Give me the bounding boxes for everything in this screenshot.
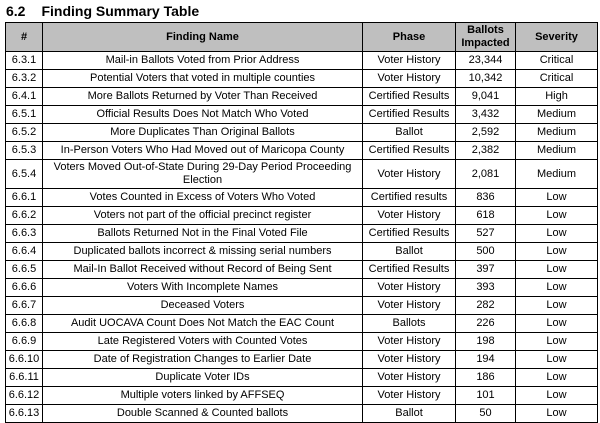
table-row bbox=[6, 70, 598, 88]
row-id-cell: 6.6.10 bbox=[6, 351, 43, 369]
severity-cell: Low bbox=[516, 243, 598, 261]
severity-cell: Low bbox=[516, 387, 598, 405]
severity-cell: Low bbox=[516, 225, 598, 243]
ballots-impacted-cell: 500 bbox=[456, 243, 516, 261]
table-row bbox=[6, 124, 598, 142]
table-row bbox=[6, 142, 598, 160]
table-row bbox=[6, 297, 598, 315]
table-row bbox=[6, 189, 598, 207]
phase-cell: Ballots bbox=[363, 315, 456, 333]
phase-cell: Ballot bbox=[363, 124, 456, 142]
phase-cell: Voter History bbox=[363, 52, 456, 70]
severity-cell: Medium bbox=[516, 160, 598, 189]
severity-cell: Low bbox=[516, 315, 598, 333]
phase-cell: Voter History bbox=[363, 333, 456, 351]
phase-cell: Certified Results bbox=[363, 261, 456, 279]
table-row bbox=[6, 387, 598, 405]
table-row bbox=[6, 261, 598, 279]
table-row bbox=[6, 333, 598, 351]
finding-name-cell: Date of Registration Changes to Earlier Date bbox=[43, 351, 363, 369]
ballots-impacted-cell: 10,342 bbox=[456, 70, 516, 88]
severity-cell: Low bbox=[516, 261, 598, 279]
ballots-impacted-cell: 836 bbox=[456, 189, 516, 207]
row-id-cell: 6.6.6 bbox=[6, 279, 43, 297]
phase-cell: Voter History bbox=[363, 351, 456, 369]
severity-cell: Low bbox=[516, 297, 598, 315]
ballots-impacted-cell: 2,081 bbox=[456, 160, 516, 189]
phase-cell: Certified Results bbox=[363, 106, 456, 124]
phase-cell: Voter History bbox=[363, 279, 456, 297]
col-header-number: # bbox=[6, 23, 43, 52]
col-header-phase: Phase bbox=[363, 23, 456, 52]
row-id-cell: 6.5.1 bbox=[6, 106, 43, 124]
table-row bbox=[6, 315, 598, 333]
severity-cell: Low bbox=[516, 333, 598, 351]
ballots-impacted-cell: 3,432 bbox=[456, 106, 516, 124]
col-header-finding-name: Finding Name bbox=[43, 23, 363, 52]
section-heading bbox=[6, 2, 597, 20]
severity-cell: Critical bbox=[516, 70, 598, 88]
finding-name-cell: Multiple voters linked by AFFSEQ bbox=[43, 387, 363, 405]
finding-name-cell: More Ballots Returned by Voter Than Received bbox=[43, 88, 363, 106]
row-id-cell: 6.6.12 bbox=[6, 387, 43, 405]
phase-cell: Certified Results bbox=[363, 88, 456, 106]
row-id-cell: 6.4.1 bbox=[6, 88, 43, 106]
row-id-cell: 6.6.1 bbox=[6, 189, 43, 207]
table-row bbox=[6, 207, 598, 225]
severity-cell: Low bbox=[516, 405, 598, 423]
finding-name-cell: In-Person Voters Who Had Moved out of Maricopa County bbox=[43, 142, 363, 160]
table-row bbox=[6, 88, 598, 106]
phase-cell: Voter History bbox=[363, 387, 456, 405]
severity-cell: Low bbox=[516, 351, 598, 369]
finding-name-cell: Official Results Does Not Match Who Voted bbox=[43, 106, 363, 124]
row-id-cell: 6.6.11 bbox=[6, 369, 43, 387]
severity-cell: Low bbox=[516, 189, 598, 207]
table-row bbox=[6, 52, 598, 70]
table-row bbox=[6, 106, 598, 124]
row-id-cell: 6.6.8 bbox=[6, 315, 43, 333]
severity-cell: Low bbox=[516, 207, 598, 225]
row-id-cell: 6.6.5 bbox=[6, 261, 43, 279]
finding-name-cell: Mail-In Ballot Received without Record of Being Sent bbox=[43, 261, 363, 279]
table-row bbox=[6, 279, 598, 297]
severity-cell: Critical bbox=[516, 52, 598, 70]
row-id-cell: 6.6.2 bbox=[6, 207, 43, 225]
table-row bbox=[6, 225, 598, 243]
row-id-cell: 6.5.2 bbox=[6, 124, 43, 142]
finding-name-cell: More Duplicates Than Original Ballots bbox=[43, 124, 363, 142]
severity-cell: High bbox=[516, 88, 598, 106]
table-row bbox=[6, 369, 598, 387]
ballots-impacted-cell: 618 bbox=[456, 207, 516, 225]
col-header-ballots-impacted: Ballots Impacted bbox=[456, 23, 516, 52]
ballots-impacted-cell: 397 bbox=[456, 261, 516, 279]
finding-name-cell: Voters not part of the official precinct register bbox=[43, 207, 363, 225]
severity-cell: Low bbox=[516, 369, 598, 387]
severity-cell: Medium bbox=[516, 142, 598, 160]
ballots-impacted-cell: 226 bbox=[456, 315, 516, 333]
finding-name-cell: Voters With Incomplete Names bbox=[43, 279, 363, 297]
finding-name-cell: Duplicate Voter IDs bbox=[43, 369, 363, 387]
phase-cell: Voter History bbox=[363, 207, 456, 225]
finding-name-cell: Votes Counted in Excess of Voters Who Voted bbox=[43, 189, 363, 207]
row-id-cell: 6.6.3 bbox=[6, 225, 43, 243]
ballots-impacted-cell: 101 bbox=[456, 387, 516, 405]
ballots-impacted-cell: 186 bbox=[456, 369, 516, 387]
severity-cell: Medium bbox=[516, 106, 598, 124]
finding-name-cell: Ballots Returned Not in the Final Voted File bbox=[43, 225, 363, 243]
row-id-cell: 6.6.4 bbox=[6, 243, 43, 261]
finding-name-cell: Mail-in Ballots Voted from Prior Address bbox=[43, 52, 363, 70]
phase-cell: Certified Results bbox=[363, 142, 456, 160]
row-id-cell: 6.5.3 bbox=[6, 142, 43, 160]
table-row bbox=[6, 351, 598, 369]
severity-cell: Low bbox=[516, 279, 598, 297]
finding-summary-table bbox=[5, 22, 598, 423]
row-id-cell: 6.6.13 bbox=[6, 405, 43, 423]
ballots-impacted-cell: 2,592 bbox=[456, 124, 516, 142]
section-number: 6.2 bbox=[6, 3, 26, 19]
row-id-cell: 6.3.2 bbox=[6, 70, 43, 88]
finding-name-cell: Duplicated ballots incorrect & missing serial numbers bbox=[43, 243, 363, 261]
phase-cell: Voter History bbox=[363, 369, 456, 387]
section-title: Finding Summary Table bbox=[41, 3, 200, 19]
phase-cell: Certified results bbox=[363, 189, 456, 207]
table-row bbox=[6, 405, 598, 423]
phase-cell: Ballot bbox=[363, 405, 456, 423]
table-header-row bbox=[6, 23, 598, 52]
phase-cell: Voter History bbox=[363, 70, 456, 88]
ballots-impacted-cell: 194 bbox=[456, 351, 516, 369]
ballots-impacted-cell: 50 bbox=[456, 405, 516, 423]
phase-cell: Ballot bbox=[363, 243, 456, 261]
phase-cell: Voter History bbox=[363, 160, 456, 189]
row-id-cell: 6.3.1 bbox=[6, 52, 43, 70]
ballots-impacted-cell: 23,344 bbox=[456, 52, 516, 70]
finding-name-cell: Double Scanned & Counted ballots bbox=[43, 405, 363, 423]
finding-name-cell: Late Registered Voters with Counted Votes bbox=[43, 333, 363, 351]
ballots-impacted-cell: 198 bbox=[456, 333, 516, 351]
ballots-impacted-cell: 282 bbox=[456, 297, 516, 315]
finding-name-cell: Potential Voters that voted in multiple counties bbox=[43, 70, 363, 88]
col-header-severity: Severity bbox=[516, 23, 598, 52]
row-id-cell: 6.6.9 bbox=[6, 333, 43, 351]
finding-name-cell: Voters Moved Out-of-State During 29-Day Period Proceeding Election bbox=[43, 160, 363, 189]
finding-name-cell: Audit UOCAVA Count Does Not Match the EAC Count bbox=[43, 315, 363, 333]
ballots-impacted-cell: 393 bbox=[456, 279, 516, 297]
severity-cell: Medium bbox=[516, 124, 598, 142]
ballots-impacted-cell: 527 bbox=[456, 225, 516, 243]
row-id-cell: 6.5.4 bbox=[6, 160, 43, 189]
ballots-impacted-cell: 9,041 bbox=[456, 88, 516, 106]
row-id-cell: 6.6.7 bbox=[6, 297, 43, 315]
phase-cell: Certified Results bbox=[363, 225, 456, 243]
table-row bbox=[6, 160, 598, 189]
table-row bbox=[6, 243, 598, 261]
ballots-impacted-cell: 2,382 bbox=[456, 142, 516, 160]
finding-name-cell: Deceased Voters bbox=[43, 297, 363, 315]
phase-cell: Voter History bbox=[363, 297, 456, 315]
